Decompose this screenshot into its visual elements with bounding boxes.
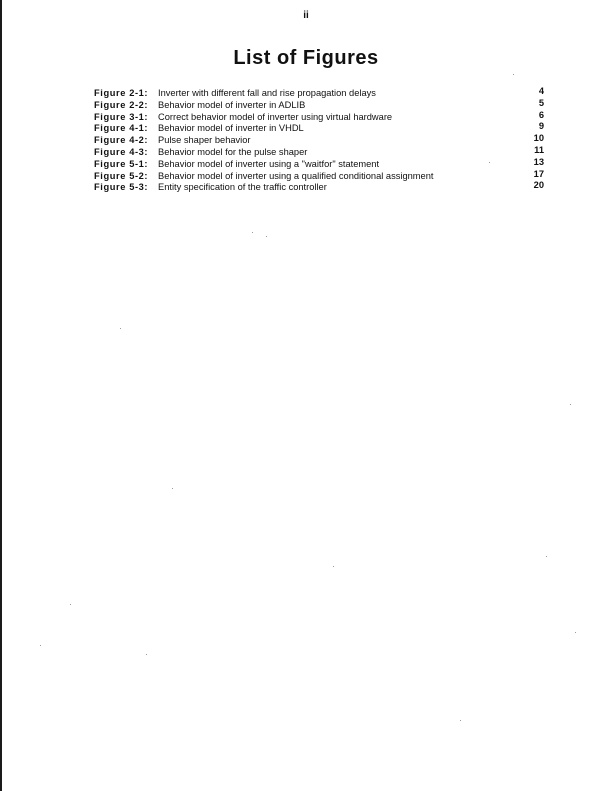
figure-caption: Behavior model for the pulse shaper — [158, 146, 308, 157]
figure-page-number: 6 — [538, 109, 544, 120]
figure-caption: Entity specification of the traffic controller — [158, 182, 327, 193]
figure-page-number: 4 — [538, 86, 544, 96]
figure-label: Figure 5-3: — [94, 182, 149, 193]
figure-label: Figure 5-2: — [94, 170, 149, 181]
figure-caption: Behavior model of inverter using a "waitfor" statement — [158, 158, 380, 169]
figure-entry[interactable] — [94, 144, 550, 159]
scan-speck — [546, 556, 547, 557]
figure-caption: Behavior model of inverter in ADLIB — [158, 99, 306, 110]
figure-caption: Behavior model of inverter using a qualified conditional assignment — [158, 170, 434, 181]
figure-caption: Behavior model of inverter in VHDL — [158, 123, 304, 134]
scan-speck — [333, 566, 334, 567]
page-number: ii — [303, 10, 309, 21]
scan-speck — [460, 720, 461, 721]
scan-speck — [40, 645, 41, 646]
scan-speck — [489, 162, 490, 163]
figure-entry[interactable] — [94, 109, 550, 124]
figure-label: Figure 2-2: — [94, 99, 149, 110]
figure-page-number: 13 — [533, 156, 544, 167]
figure-entry[interactable] — [94, 156, 550, 171]
scan-speck — [570, 404, 571, 405]
figure-label: Figure 2-1: — [94, 88, 149, 98]
figure-page-number: 11 — [534, 144, 544, 155]
figure-page-number: 9 — [538, 121, 544, 132]
scan-speck — [172, 488, 173, 489]
scan-speck — [120, 328, 121, 329]
figure-entry[interactable] — [94, 135, 550, 147]
scan-speck — [513, 74, 514, 75]
figure-entry[interactable] — [94, 168, 550, 183]
figure-caption: Inverter with different fall and rise propagation delays — [158, 88, 376, 98]
figure-label: Figure 4-3: — [94, 146, 149, 157]
figure-page-number: 20 — [533, 180, 544, 191]
figure-label: Figure 3-1: — [94, 111, 149, 122]
page-edge-rule — [0, 0, 2, 791]
figure-entry[interactable] — [94, 97, 550, 112]
figure-entry[interactable] — [94, 123, 550, 135]
figure-page-number: 17 — [533, 168, 544, 179]
scan-speck — [146, 654, 147, 655]
figure-page-number: 10 — [533, 133, 544, 144]
scan-speck — [252, 232, 253, 233]
scan-speck — [70, 604, 71, 605]
figure-label: Figure 4-2: — [94, 135, 149, 146]
page-title: List of Figures — [233, 47, 379, 69]
figure-caption: Correct behavior model of inverter using virtual hardware — [158, 111, 393, 122]
figure-label: Figure 5-1: — [94, 158, 149, 169]
scan-speck — [575, 632, 576, 633]
figure-entry[interactable] — [94, 88, 550, 100]
figure-caption: Pulse shaper behavior — [158, 135, 251, 146]
figure-label: Figure 4-1: — [94, 123, 149, 134]
scan-speck — [266, 236, 267, 237]
figure-page-number: 5 — [538, 97, 544, 108]
figure-entry[interactable] — [94, 182, 550, 194]
figure-list — [94, 88, 550, 194]
